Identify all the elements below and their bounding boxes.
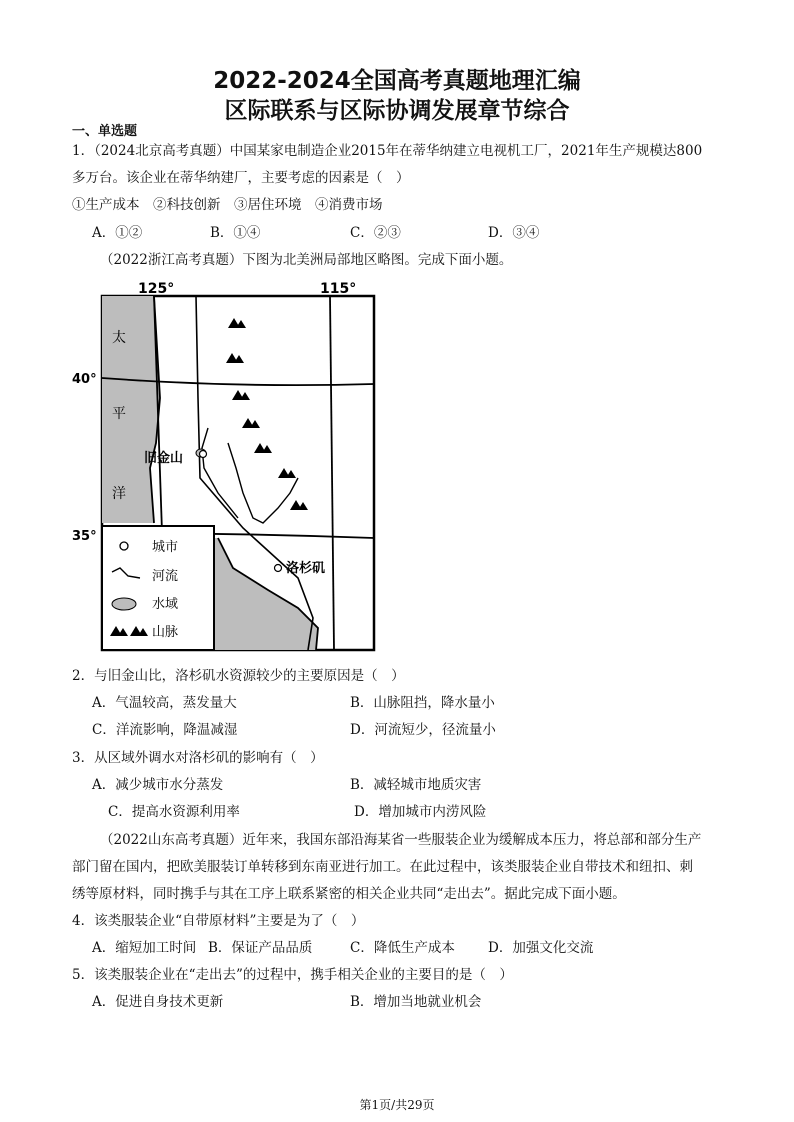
q2-option-a: A．气温较高，蒸发量大 [92, 695, 237, 711]
q1-option-b: B．①④ [210, 225, 261, 241]
legend-water: 水域 [152, 597, 179, 612]
legend-river: 河流 [152, 569, 179, 584]
q1-items: ①生产成本 ②科技创新 ③居住环境 ④消费市场 [72, 197, 383, 213]
q4-stem: 4．该类服装企业“自带原材料”主要是为了（ ） [72, 913, 365, 929]
meridian-115 [330, 296, 334, 650]
legend-mountain: 山脉 [152, 625, 179, 640]
intro-q2-q3: （2022浙江高考真题）下图为北美洲局部地区略图。完成下面小题。 [100, 252, 513, 268]
q3-option-b: B．减轻城市地质灾害 [350, 777, 482, 793]
legend-city: 城市 [152, 540, 179, 555]
page-title-line1: 2022-2024全国高考真题地理汇编 [213, 68, 581, 94]
q4-option-b: B．保证产品品质 [208, 940, 313, 956]
q5-stem: 5．该类服装企业在“走出去”的过程中，携手相关企业的主要目的是（ ） [72, 967, 513, 983]
q1-stem-line1: 1．（2024北京高考真题）中国某家电制造企业2015年在蒂华纳建立电视机工厂，2021年生产规模达800 [72, 143, 703, 159]
page-footer: 第1页/共29页 [359, 1098, 435, 1112]
north-america-map [68, 278, 388, 658]
intro-q4-q5-line1: （2022山东高考真题）近年来，我国东部沿海某省一些服装企业为缓解成本压力，将总部和部分生产 [100, 832, 702, 848]
city-label-sf: 旧金山 [144, 451, 184, 466]
river-2 [202, 428, 238, 518]
city-label-la: 洛杉矶 [286, 561, 326, 576]
page-title-line2: 区际联系与区际协调发展章节综合 [224, 98, 570, 124]
q2-option-c: C．洋流影响，降温减湿 [92, 722, 238, 738]
q4-option-d: D．加强文化交流 [488, 940, 594, 956]
q5-option-a: A．促进自身技术更新 [92, 994, 224, 1010]
q3-stem: 3．从区域外调水对洛杉矶的影响有（ ） [72, 750, 324, 766]
intro-q4-q5-line2: 部门留在国内，把欧美服装订单转移到东南亚进行加工。在此过程中，该类服装企业自带技术和纽扣、刺 [72, 859, 693, 875]
q3-option-d: D．增加城市内涝风险 [354, 804, 487, 820]
q2-option-d: D．河流短少，径流量小 [350, 722, 496, 738]
ocean-char-3: 洋 [112, 486, 126, 502]
q2-option-b: B．山脉阻挡，降水量小 [350, 695, 495, 711]
los-angeles-marker [275, 565, 282, 572]
ocean-char-1: 太 [112, 330, 126, 346]
q3-option-c: C．提高水资源利用率 [108, 804, 240, 820]
q4-option-a: A．缩短加工时间 [92, 940, 197, 956]
q2-stem: 2．与旧金山比，洛杉矶水资源较少的主要原因是（ ） [72, 668, 405, 684]
river [228, 443, 298, 523]
legend-city-icon [120, 542, 128, 550]
label-lon-125: 125° [138, 281, 175, 297]
q1-option-c: C．②③ [350, 225, 401, 241]
q4-option-c: C．降低生产成本 [350, 940, 455, 956]
label-lon-115: 115° [320, 281, 357, 297]
q5-option-b: B．增加当地就业机会 [350, 994, 482, 1010]
label-lat-40: 40° [72, 372, 97, 387]
ocean-char-2: 平 [112, 406, 126, 422]
san-francisco-marker [200, 451, 207, 458]
ocean-area-south [213, 538, 318, 650]
q1-stem-line2: 多万台。该企业在蒂华纳建厂，主要考虑的因素是（ ） [72, 170, 410, 186]
q1-option-d: D．③④ [488, 225, 540, 241]
legend-water-icon [112, 598, 136, 610]
q1-option-a: A．①② [92, 225, 143, 241]
label-lat-35: 35° [72, 529, 97, 544]
intro-q4-q5-line3: 绣等原材料，同时携手与其在工序上联系紧密的相关企业共同“走出去”。据此完成下面小题。 [72, 886, 626, 902]
section-heading: 一、单选题 [72, 124, 138, 139]
q3-option-a: A．减少城市水分蒸发 [92, 777, 224, 793]
